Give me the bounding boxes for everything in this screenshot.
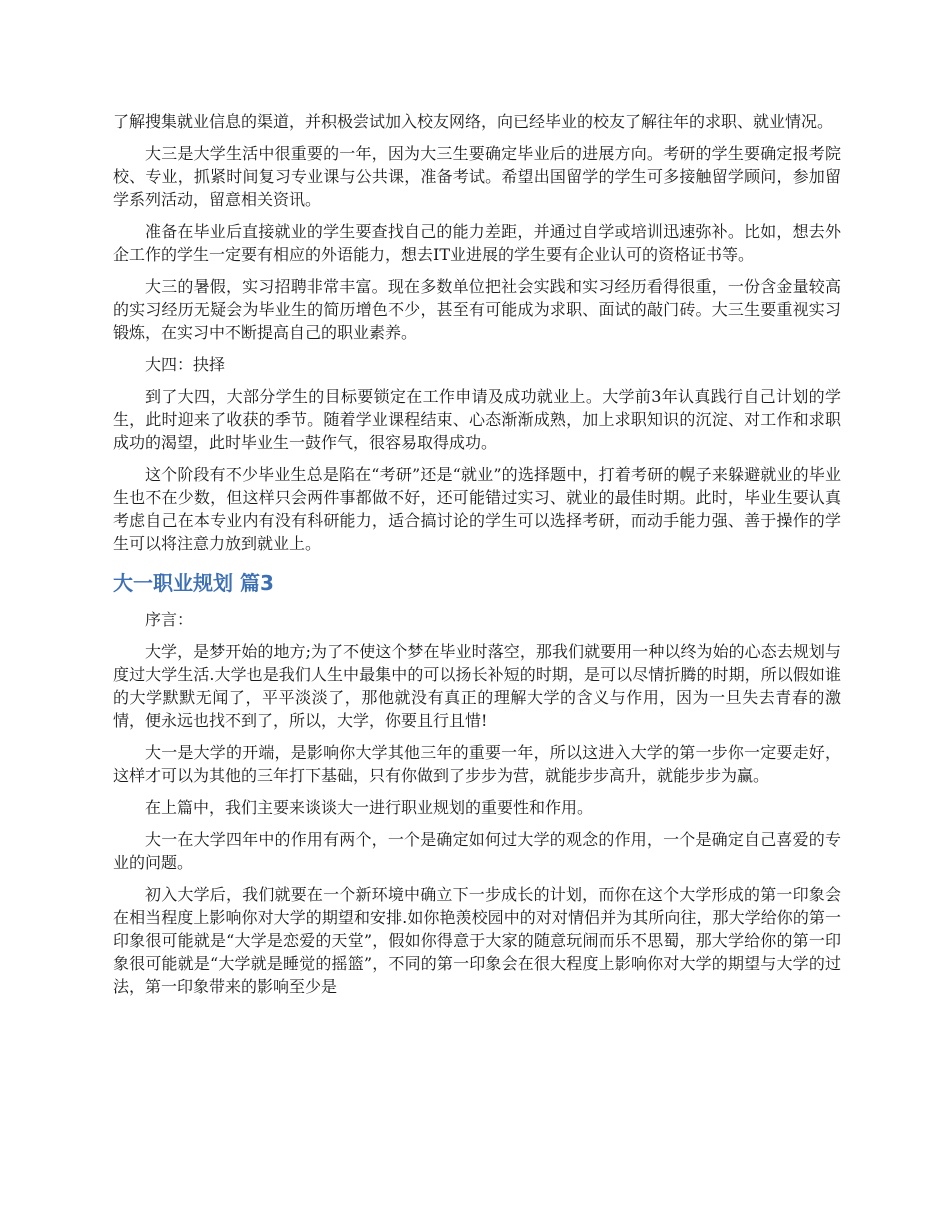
paragraph: 序言： (145, 610, 194, 629)
paragraph: 这个阶段有不少毕业生总是陷在“考研”还是“就业”的选择题中，打着考研的幌子来躲避就业的毕业生也不在少数，但这样只会两件事都做不好，还可能错过实习、就业的最佳时期。此时，毕业生要认真考虑自己在本专业内有没有科研能力，适合搞讨论的学生可以选择考研，而动手能力强、善于操作的学生可以将注意力放到就业上。 (113, 465, 841, 553)
section-heading: 大一职业规划 篇3 (113, 571, 274, 595)
paragraph: 了解搜集就业信息的渠道，并积极尝试加入校友网络，向已经毕业的校友了解往年的求职、就业情况。 (113, 112, 834, 131)
paragraph: 大一是大学的开端，是影响你大学其他三年的重要一年，所以这进入大学的第一步你一定要走好，这样才可以为其他的三年打下基础，只有你做到了步步为营，就能步步高升，就能步步为赢。 (113, 743, 841, 785)
paragraph: 在上篇中，我们主要来谈谈大一进行职业规划的重要性和作用。 (145, 798, 594, 817)
paragraph: 大学，是梦开始的地方;为了不使这个梦在毕业时落空，那我们就要用一种以终为始的心态去规划与度过大学生活.大学也是我们人生中最集中的可以扬长补短的时期，是可以尽情折腾的时期，所以假如谁的大学默默无闻了，平平淡淡了，那他就没有真正的理解大学的含义与作用，因为一旦失去青春的激情，便永远也找不到了，所以，大学，你要且行且惜! (113, 642, 841, 730)
section-subtitle: 大四：抉择 (145, 355, 226, 374)
paragraph: 大一在大学四年中的作用有两个，一个是确定如何过大学的观念的作用，一个是确定自己喜爱的专业的问题。 (113, 830, 841, 872)
paragraph: 大三是大学生活中很重要的一年，因为大三生要确定毕业后的进展方向。考研的学生要确定报考院校、专业，抓紧时间复习专业课与公共课，准备考试。希望出国留学的学生可多接触留学顾问，参加留学系列活动，留意相关资讯。 (113, 144, 841, 209)
paragraph: 初入大学后，我们就要在一个新环境中确立下一步成长的计划，而你在这个大学形成的第一印象会在相当程度上影响你对大学的期望和安排.如你艳羡校园中的对对情侣并为其所向往，那大学给你的第一印象很可能就是“大学是恋爱的天堂”，假如你得意于大家的随意玩闹而乐不思蜀，那大学给你的第一印象很可能就是“大学就是睡觉的摇篮”，不同的第一印象会在很大程度上影响你对大学的期望与大学的过法，第一印象带来的影响至少是 (113, 885, 841, 996)
paragraph: 大三的暑假，实习招聘非常丰富。现在多数单位把社会实践和实习经历看得很重，一份含金量较高的实习经历无疑会为毕业生的简历增色不少，甚至有可能成为求职、面试的敲门砖。大三生要重视实习锻炼，在实习中不断提高自己的职业素养。 (113, 277, 841, 342)
paragraph: 到了大四，大部分学生的目标要锁定在工作申请及成功就业上。大学前3年认真践行自己计划的学生，此时迎来了收获的季节。随着学业课程结束、心态渐渐成熟，加上求职知识的沉淀、对工作和求职成功的渴望，此时毕业生一鼓作气，很容易取得成功。 (113, 387, 841, 452)
paragraph: 准备在毕业后直接就业的学生要查找自己的能力差距，并通过自学或培训迅速弥补。比如，想去外企工作的学生一定要有相应的外语能力，想去IT业进展的学生要有企业认可的资格证书等。 (113, 222, 841, 264)
document-page (113, 110, 841, 1007)
